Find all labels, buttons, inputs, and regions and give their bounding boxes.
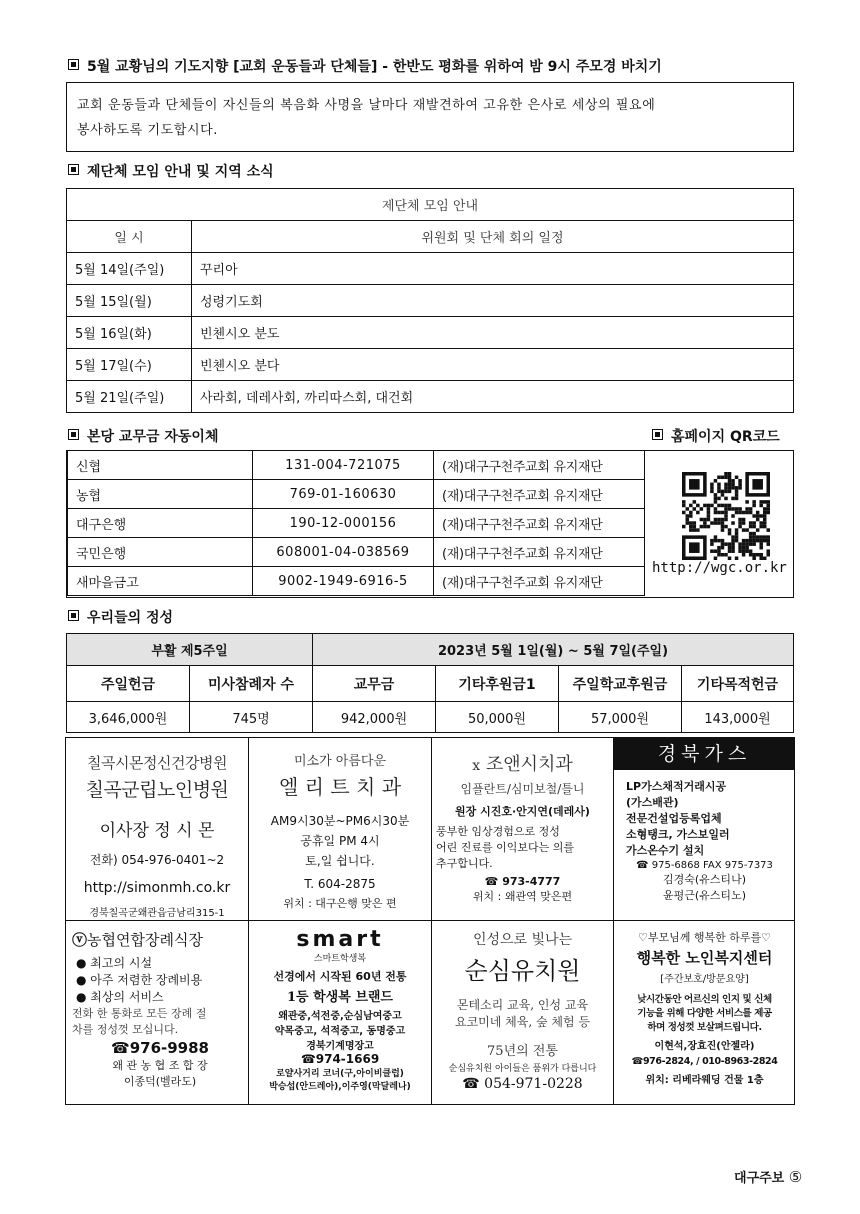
ads-grid — [65, 737, 795, 1105]
homepage-url[interactable]: http://wgc.or.kr — [652, 560, 787, 576]
prayer-text-line2: 봉사하도록 기도합시다. — [77, 123, 219, 138]
bank-section-title: 본당 교무금 자동이체 — [68, 426, 218, 446]
col-event-header: 위원회 및 단체 회의 일정 — [192, 221, 794, 253]
col-date-header: 일 시 — [67, 221, 192, 253]
ad-sunsim-kindergarten: 인성으로 빛나는 순심유치원 몬테소리 교육, 인성 교육 요코미네 체육, 숲 체험 등 75년의 전통 순심유치원 아이들은 품위가 다릅니다 ☎ 054-971-0228 — [448, 932, 597, 1092]
table-row: 5월 14일(주일) 꾸리아 — [67, 253, 794, 285]
prayer-title: 5월 교황님의 기도지향 [교회 운동들과 단체들] - 한반도 평화를 위하여 밤 9시 주모경 바치기 — [87, 59, 662, 75]
table-row: 5월 15일(월) 성령기도회 — [67, 285, 794, 317]
table-row: 주일헌금 미사참례자 수 교무금 기타후원금1 주일학교후원금 기타목적헌금 — [67, 666, 794, 702]
square-bullet-icon — [68, 429, 79, 440]
footer-label: 대구주보 ⑤ — [734, 1168, 803, 1186]
offering-table — [66, 633, 794, 733]
square-bullet-icon — [68, 610, 79, 621]
ad-gyeongbuk-gas: 경북가스 LP가스채적거래시공 (가스배관) 전문건설업등록업체 소형탱크, 가스보일러 가스온수기 설치 ☎ 975-6868 FAX 975-7373 김경숙(유스티나) 윤평근(유스티노) — [614, 738, 795, 920]
tooth-icon: ⅹ — [472, 758, 481, 774]
prayer-section-title — [68, 56, 662, 76]
offering-section-title: 우리들의 정성 — [68, 607, 173, 627]
offering-week: 부활 제5주일 — [67, 634, 313, 666]
table-row: 5월 21일(주일) 사라회, 데레사회, 까리따스회, 대건회 — [67, 381, 794, 413]
nh-logo-icon: ⓥ — [72, 931, 88, 949]
qr-code[interactable] — [682, 472, 770, 564]
meetings-section-title: 제단체 모임 안내 및 지역 소식 — [68, 161, 274, 181]
smart-logo: smart — [296, 927, 384, 952]
qr-section-title: 홈페이지 QR코드 — [652, 426, 780, 446]
ad-smart-uniform: smart 스마트학생복 선경에서 시작된 60년 전통 1등 학생복 브랜드 왜관중,석전중,순심남여중고 약목중고, 석적중고, 동명중고 경북기계명장고 ☎974-1669 로얄사거리 코너(구,아이비클럽) 박승섭(안드레아),이주영(막달레나) — [249, 921, 431, 1105]
square-bullet-icon — [68, 59, 79, 70]
table-row: 신협 131-004-721075 (재)대구구천주교회 유지재단 — [68, 451, 645, 480]
ad-simon-hospital: 칠곡시몬정신건강병원 칠곡군립노인병원 이사장 정 시 몬 전화) 054-976-0401~2 http://simonmh.co.kr 경북칠곡군왜관읍금남리315-1 — [83, 754, 231, 919]
table-row: 농협 769-01-160630 (재)대구구천주교회 유지재단 — [68, 480, 645, 509]
prayer-text-line1: 교회 운동들과 단체들이 자신들의 복음화 사명을 날마다 재발견하여 고유한 은사로 세상의 필요에 — [77, 98, 656, 113]
page-number: ⑤ — [788, 1168, 803, 1186]
prayer-box — [66, 82, 794, 152]
table-row: 5월 17일(수) 빈첸시오 분다 — [67, 349, 794, 381]
ad-joan-dental: ⅹ 조앤시치과 임플란트/심미보철/틀니 원장 시진호·안지연(데레사) 풍부한 임상경험으로 정성 어린 진료를 이익보다는 의를 추구합니다. ☎ 973-4777 위치 : 왜관역 맞은편 — [436, 754, 590, 903]
ad-happy-senior-center: ♡부모님께 행복한 하루를♡ 행복한 노인복지센터 [주간보호/방문요양] 낮시간동안 어르신의 인지 및 신체 기능을 위해 다양한 서비스를 제공 하며 정성껏 보살펴드립니다. 이현석,장효진(안젤라) ☎976-2824, / 010-8963-2824 위치: 리베라웨딩 건물 1층 — [631, 931, 778, 1086]
square-bullet-icon — [652, 429, 663, 440]
table-row: 3,646,000원 745명 942,000원 50,000원 57,000원 143,000원 — [67, 702, 794, 733]
square-bullet-icon — [68, 164, 79, 175]
table-row: 5월 16일(화) 빈첸시오 분도 — [67, 317, 794, 349]
meetings-table-title: 제단체 모임 안내 — [67, 189, 794, 221]
table-row: 대구은행 190-12-000156 (재)대구구천주교회 유지재단 — [68, 509, 645, 538]
offering-period: 2023년 5월 1일(월) ~ 5월 7일(주일) — [313, 634, 794, 666]
meetings-table — [66, 188, 794, 413]
table-row: 새마을금고 9002-1949-6916-5 (재)대구구천주교회 유지재단 — [68, 567, 645, 596]
ad-nh-funeral: ⓥ농협연합장례식장 ● 최고의 시설 ● 아주 저렴한 장례비용 ● 최상의 서비스 전화 한 통화로 모든 장례 절 차를 정성껏 모십니다. ☎976-9988 왜 관 농 협 조 합 장 이종덕(벨라도) — [72, 931, 209, 1088]
ad-elite-dental: 미소가 아름다운 엘 리 트 치 과 AM9시30분~PM6시30분 공휴일 PM 4시 토,일 쉽니다. T. 604-2875 위치 : 대구은행 맞은 편 — [270, 754, 410, 910]
bank-table — [67, 450, 645, 596]
table-row: 국민은행 608001-04-038569 (재)대구구천주교회 유지재단 — [68, 538, 645, 567]
qr-code-graphic — [682, 472, 770, 560]
